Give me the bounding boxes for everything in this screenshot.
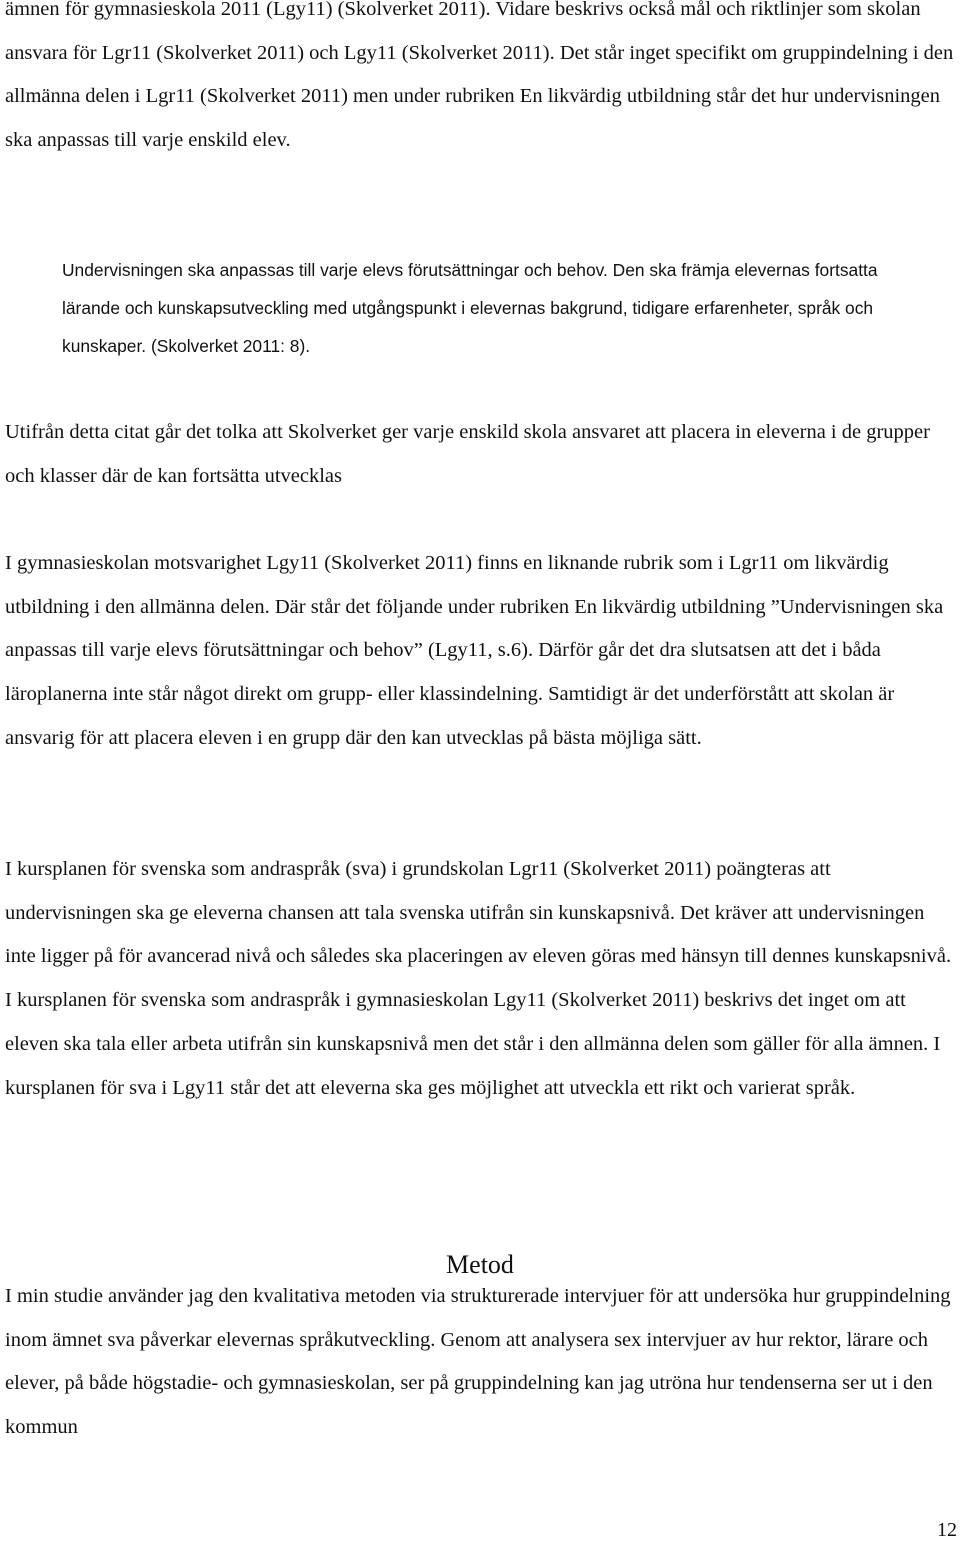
block-quote: Undervisningen ska anpassas till varje elevs förutsättningar och behov. Den ska främja elevernas fortsatta lärande och kunskapsutveckling med utgångspunkt i elevernas bakgrund, tidigare erfarenheter, språk och kunskaper. (Skolverket 2011: 8). — [62, 260, 878, 356]
body-paragraph-3: I gymnasieskolan motsvarighet Lgy11 (Skolverket 2011) finns en liknande rubrik som i Lgr11 om likvärdig utbildning i den allmänna delen. Där står det följande under rubriken En likvärdig utbildning ”Undervisningen ska anpassas till varje elevs förutsättningar och behov” (Lgy11, s.6). Därför går det dra slutsatsen att det i båda läroplanerna inte står något direkt om grupp- eller klassindelning. Samtidigt är det underförstått att skolan är ansvarig för att placera eleven i en grupp där den kan utvecklas på bästa möjliga sätt. — [5, 552, 944, 749]
body-paragraph-5: I min studie använder jag den kvalitativa metoden via strukturerade intervjuer för att undersöka hur gruppindelning inom ämnet sva påverkar elevernas språkutveckling. Genom att analysera sex intervjuer av hur rektor, lärare och elever, på både högstadie- och gymnasieskolan, ser på gruppindelning kan jag utröna hur tendenserna ser ut i den kommun — [5, 1285, 951, 1439]
page-number: 12 — [937, 1519, 957, 1541]
body-paragraph-2: Utifrån detta citat går det tolka att Skolverket ger varje enskild skola ansvaret att placera in eleverna i de grupper och klasser där de kan fortsätta utvecklas — [5, 421, 930, 487]
body-paragraph-4: I kursplanen för svenska som andraspråk (sva) i grundskolan Lgr11 (Skolverket 2011) poängteras att undervisningen ska ge eleverna chansen att tala svenska utifrån sin kunskapsnivå. Det kräver att undervisningen inte ligger på för avancerad nivå och således ska placeringen av eleven göras med hänsyn till dennes kunskapsnivå. I kursplanen för svenska som andraspråk i gymnasieskolan Lgy11 (Skolverket 2011) beskrivs det inget om att eleven ska tala eller arbeta utifrån sin kunskapsnivå men det står i den allmänna delen som gäller för alla ämnen. I kursplanen för sva i Lgy11 står det att eleverna ska ges möjlighet att utveckla ett rikt och varierat språk. — [5, 858, 952, 1099]
body-paragraph-1: ämnen för gymnasieskola 2011 (Lgy11) (Skolverket 2011). Vidare beskrivs också mål och riktlinjer som skolan ansvara för Lgr11 (Skolverket 2011) och Lgy11 (Skolverket 2011). Det står inget specifikt om gruppindelning i den allmänna delen i Lgr11 (Skolverket 2011) men under rubriken En likvärdig utbildning står det hur undervisningen ska anpassas till varje enskild elev. — [5, 0, 954, 152]
section-heading-metod: Metod — [446, 1250, 514, 1279]
